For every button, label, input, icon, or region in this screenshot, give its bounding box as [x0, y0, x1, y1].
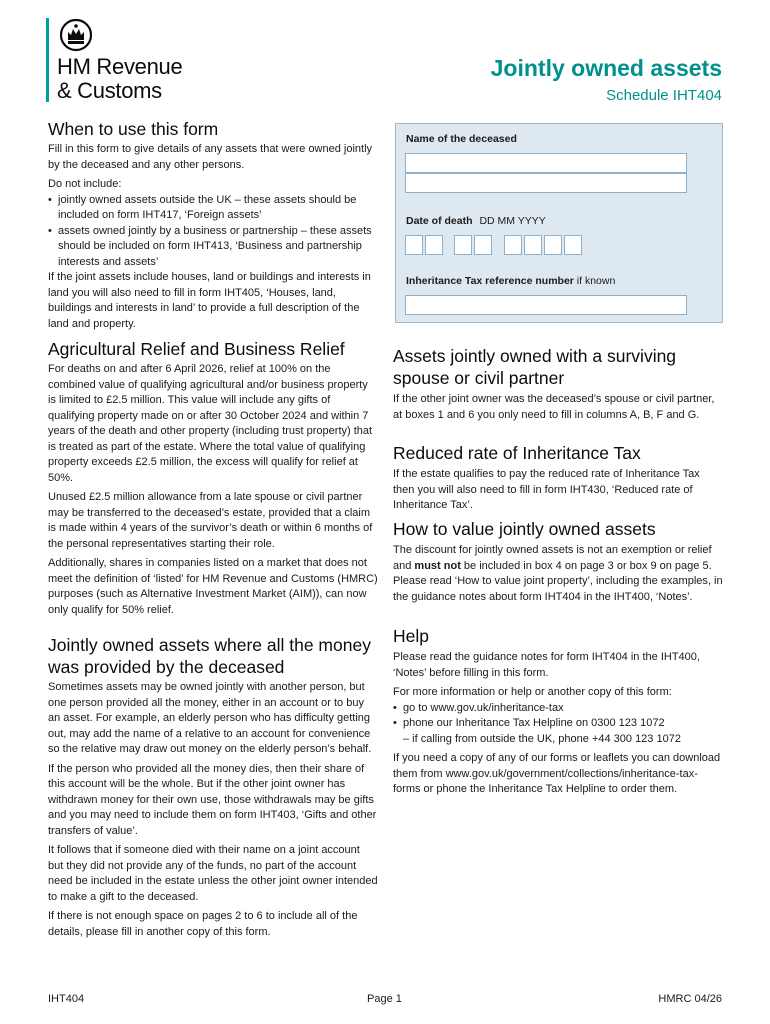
when-to-use-section: [48, 118, 378, 332]
deceased-name-input-line2[interactable]: [405, 173, 687, 193]
exclusion-list: [48, 193, 378, 271]
agri-relief-p2: Unused £2.5 million allowance from a late spouse or civil partner may be transferred to the deceased’s estate, provided that a claim is made within 4 years of the survivor’s death or within 6 months of the personal representatives starting their role.: [48, 491, 373, 550]
list-item: • go to www.gov.uk/inheritance-tax: [393, 701, 564, 714]
list-item: • assets owned jointly by a business or partnership – these assets should be included on form IHT413, ‘Business and partnership interests and assets’: [48, 224, 372, 268]
do-not-include-label: Do not include:: [48, 178, 122, 190]
when-to-use-intro: Fill in this form to give details of any assets that were owned jointly by the deceased and any other persons.: [48, 143, 373, 171]
footer-version: HMRC 04/26: [658, 993, 722, 1005]
help-list: [393, 701, 723, 748]
money-provided-p2: If the person who provided all the money dies, then their share of this account will be the whole. But if the other joint owner has withdrawn money for their own use, those withdrawals may be gifts and you may need to include them on form IHT403, ‘Gifts and other transfers of value’.: [48, 762, 377, 837]
list-item-text: assets owned jointly by a business or partnership – these assets should be included on form IHT413, ‘Business and partnership interests and assets’: [58, 224, 372, 268]
agri-relief-p3: Additionally, shares in companies listed on a market that does not meet the definition of ‘listed’ for HM Revenue and Customs (HMRC) purposes (such as Alternative Investment Market (AIM)), can now only qualify for 50% relief.: [48, 557, 378, 616]
money-provided-section: [48, 634, 378, 940]
list-item: • phone our Inheritance Tax Helpline on 0300 123 1072 – if calling from outside the UK, phone +44 300 123 1072: [393, 717, 681, 745]
deceased-details-panel: [395, 123, 723, 323]
brand-name: [57, 55, 182, 103]
date-format-hint: DD MM YYYY: [479, 215, 546, 227]
agri-relief-heading: Agricultural Relief and Business Relief: [48, 339, 345, 359]
spouse-section: [393, 345, 723, 423]
help-overseas-phone-text: – if calling from outside the UK, phone +44 300 123 1072: [403, 732, 681, 745]
money-provided-p1: Sometimes assets may be owned jointly with another person, but one person provided all the money, either in an account or to buy an asset. For example, an elderly person who has difficulty getting out, may add the name of a relative to an account for convenience so the relative may draw out money on the elderly person’s behalf.: [48, 681, 372, 755]
date-of-death-label: [406, 215, 546, 227]
valuation-p1-start: The discount for jointly owned assets is not an exemption or relief and: [393, 544, 712, 572]
iht-reference-label-text: Inheritance Tax reference number: [406, 275, 574, 287]
reduced-rate-p1: If the estate qualifies to pay the reduced rate of Inheritance Tax then you will also need to fill in form IHT430, ‘Reduced rate of Inheritance Tax’.: [393, 468, 700, 511]
iht-reference-input[interactable]: [405, 295, 687, 315]
date-year-digit-4[interactable]: [564, 235, 582, 255]
help-heading: Help: [393, 626, 429, 646]
date-year-digit-3[interactable]: [544, 235, 562, 255]
list-item-text: jointly owned assets outside the UK – these assets should be included on form IHT417, ‘Foreign assets’: [58, 193, 357, 221]
brand-bar: [46, 18, 49, 102]
help-section: [393, 625, 723, 798]
help-website-link[interactable]: go to www.gov.uk/inheritance-tax: [403, 701, 564, 714]
list-item: • jointly owned assets outside the UK – these assets should be included on form IHT417, ‘Foreign assets’: [48, 193, 357, 221]
brand-line-2: & Customs: [57, 78, 162, 103]
reduced-rate-section: [393, 442, 723, 514]
date-day-digit-2[interactable]: [425, 235, 443, 255]
brand-line-1: HM Revenue: [57, 54, 183, 79]
valuation-p1-emphasis: must not: [414, 559, 461, 572]
date-year-digit-1[interactable]: [504, 235, 522, 255]
money-provided-p4: If there is not enough space on pages 2 to 6 to include all of the details, please fill in another copy of this form.: [48, 910, 358, 938]
iht-reference-label: [406, 275, 615, 287]
valuation-section: [393, 518, 723, 605]
royal-crest-icon: [60, 18, 92, 52]
deceased-name-input-line1[interactable]: [405, 153, 687, 173]
valuation-heading: How to value jointly owned assets: [393, 519, 656, 539]
money-provided-p3: It follows that if someone died with their name on a joint account but they did not provide any of the funds, no part of the account need be included in the estate unless the other joint owner intended to make a gift to the deceased.: [48, 844, 378, 903]
deceased-name-label: Name of the deceased: [406, 133, 517, 145]
date-month-digit-2[interactable]: [474, 235, 492, 255]
iht-reference-hint: if known: [576, 275, 616, 287]
date-day-digit-1[interactable]: [405, 235, 423, 255]
reduced-rate-heading: Reduced rate of Inheritance Tax: [393, 443, 641, 463]
spouse-p1: If the other joint owner was the deceased’s spouse or civil partner, at boxes 1 and 6 you only need to fill in columns A, B, F and G.: [393, 393, 715, 421]
page-title: Jointly owned assets: [490, 55, 722, 81]
money-provided-heading: Jointly owned assets where all the money was provided by the deceased: [48, 635, 371, 677]
footer-page-number: Page 1: [367, 993, 402, 1005]
date-month-digit-1[interactable]: [454, 235, 472, 255]
help-p1: Please read the guidance notes for form IHT404 in the IHT400, ‘Notes’ before filling in this form.: [393, 651, 700, 679]
date-year-digit-2[interactable]: [524, 235, 542, 255]
when-to-use-heading: When to use this form: [48, 119, 219, 139]
when-to-use-land-note: If the joint assets include houses, land or buildings and interests in land you will also need to fill in form IHT405, ‘Houses, land, buildings and interests in land’ to provide a full description of the land and property.: [48, 271, 371, 330]
help-phone-text: phone our Inheritance Tax Helpline on 0300 123 1072: [403, 717, 665, 729]
footer-form-code: IHT404: [48, 993, 85, 1005]
page-subtitle: Schedule IHT404: [606, 87, 722, 104]
help-p2: For more information or help or another copy of this form:: [393, 686, 672, 698]
agri-relief-p1: For deaths on and after 6 April 2026, relief at 100% on the combined value of qualifying agricultural and/or business property is limited to £2.5 million. This value will include any gifts of qualifying property made on or after 30 October 2024 and within 7 years of the death and other property (including trust property) that is treated as part of the estate. Where the total value of qualifying property exceeds £2.5 million, the excess will qualify for relief at 50%.: [48, 363, 373, 484]
valuation-p1: [393, 543, 723, 605]
agri-relief-section: [48, 338, 378, 618]
valuation-p1-end: be included in box 4 on page 3 or box 9 on page 5. Please read ‘How to value joint property’, including the examples, in the guidance notes about form IHT404 in the IHT400, ‘Notes’.: [393, 559, 723, 603]
spouse-heading: Assets jointly owned with a surviving spouse or civil partner: [393, 346, 677, 388]
help-p3: If you need a copy of any of our forms or leaflets you can download them from www.gov.uk/government/collections/inheritance-tax-forms or phone the Inheritance Tax Helpline to order them.: [393, 752, 721, 795]
date-of-death-label-text: Date of death: [406, 215, 473, 227]
